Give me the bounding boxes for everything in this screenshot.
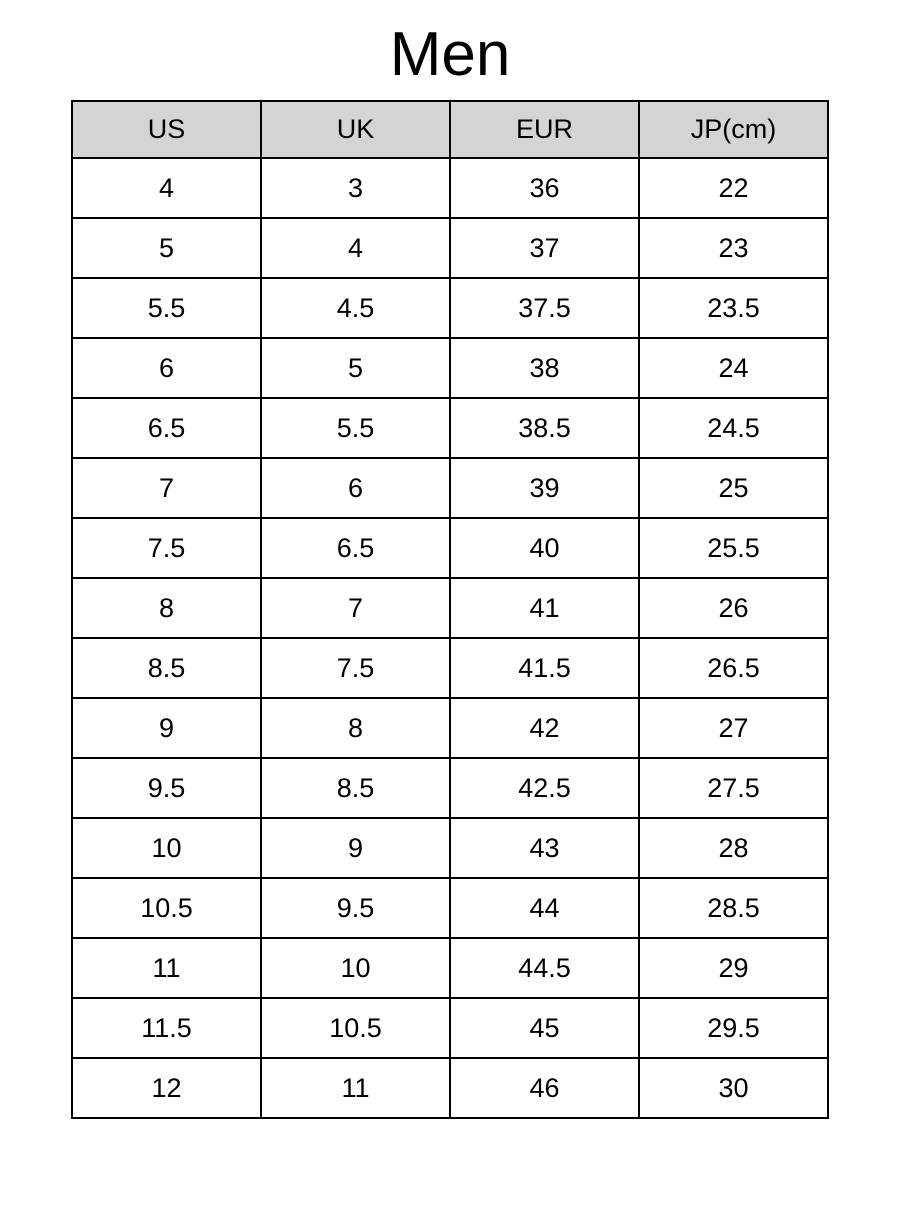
table-cell: 10 bbox=[72, 818, 261, 878]
table-cell: 38.5 bbox=[450, 398, 639, 458]
column-header-uk: UK bbox=[261, 101, 450, 158]
table-cell: 6 bbox=[72, 338, 261, 398]
table-cell: 6 bbox=[261, 458, 450, 518]
table-row bbox=[72, 398, 828, 458]
page-title: Men bbox=[389, 20, 511, 89]
table-cell: 5.5 bbox=[72, 278, 261, 338]
table-cell: 28.5 bbox=[639, 878, 828, 938]
table-cell: 22 bbox=[639, 158, 828, 218]
table-cell: 26.5 bbox=[639, 638, 828, 698]
table-cell: 4 bbox=[261, 218, 450, 278]
table-row bbox=[72, 998, 828, 1058]
table-cell: 4.5 bbox=[261, 278, 450, 338]
table-cell: 24 bbox=[639, 338, 828, 398]
table-cell: 10.5 bbox=[261, 998, 450, 1058]
table-cell: 5 bbox=[72, 218, 261, 278]
header-row bbox=[72, 101, 828, 158]
table-cell: 43 bbox=[450, 818, 639, 878]
table-cell: 29.5 bbox=[639, 998, 828, 1058]
table-row bbox=[72, 638, 828, 698]
table-cell: 38 bbox=[450, 338, 639, 398]
table-row bbox=[72, 938, 828, 998]
table-cell: 29 bbox=[639, 938, 828, 998]
table-cell: 7 bbox=[72, 458, 261, 518]
table-row bbox=[72, 578, 828, 638]
table-row bbox=[72, 698, 828, 758]
table-row bbox=[72, 818, 828, 878]
table-row bbox=[72, 758, 828, 818]
table-cell: 6.5 bbox=[72, 398, 261, 458]
table-cell: 39 bbox=[450, 458, 639, 518]
table-row bbox=[72, 458, 828, 518]
table-cell: 42.5 bbox=[450, 758, 639, 818]
table-cell: 8 bbox=[72, 578, 261, 638]
table-cell: 7.5 bbox=[72, 518, 261, 578]
table-cell: 23 bbox=[639, 218, 828, 278]
table-header bbox=[72, 101, 828, 158]
table-cell: 11.5 bbox=[72, 998, 261, 1058]
table-cell: 9.5 bbox=[72, 758, 261, 818]
table-cell: 9 bbox=[72, 698, 261, 758]
table-row bbox=[72, 1058, 828, 1118]
table-cell: 3 bbox=[261, 158, 450, 218]
table-cell: 42 bbox=[450, 698, 639, 758]
table-row bbox=[72, 218, 828, 278]
table-cell: 10.5 bbox=[72, 878, 261, 938]
table-row bbox=[72, 518, 828, 578]
column-header-us: US bbox=[72, 101, 261, 158]
table-cell: 8 bbox=[261, 698, 450, 758]
table-cell: 46 bbox=[450, 1058, 639, 1118]
table-row bbox=[72, 338, 828, 398]
table-cell: 9 bbox=[261, 818, 450, 878]
table-row bbox=[72, 278, 828, 338]
table-cell: 6.5 bbox=[261, 518, 450, 578]
table-cell: 12 bbox=[72, 1058, 261, 1118]
table-cell: 23.5 bbox=[639, 278, 828, 338]
table-cell: 44 bbox=[450, 878, 639, 938]
table-cell: 8.5 bbox=[72, 638, 261, 698]
table-cell: 11 bbox=[72, 938, 261, 998]
column-header-jp: JP(cm) bbox=[639, 101, 828, 158]
table-cell: 5 bbox=[261, 338, 450, 398]
table-cell: 41 bbox=[450, 578, 639, 638]
table-cell: 27.5 bbox=[639, 758, 828, 818]
table-cell: 40 bbox=[450, 518, 639, 578]
table-cell: 7 bbox=[261, 578, 450, 638]
column-header-eur: EUR bbox=[450, 101, 639, 158]
table-cell: 25.5 bbox=[639, 518, 828, 578]
table-cell: 45 bbox=[450, 998, 639, 1058]
table-cell: 4 bbox=[72, 158, 261, 218]
table-cell: 36 bbox=[450, 158, 639, 218]
table-body bbox=[72, 158, 828, 1118]
table-cell: 11 bbox=[261, 1058, 450, 1118]
table-row bbox=[72, 878, 828, 938]
table-row bbox=[72, 158, 828, 218]
table-cell: 25 bbox=[639, 458, 828, 518]
table-cell: 8.5 bbox=[261, 758, 450, 818]
table-cell: 9.5 bbox=[261, 878, 450, 938]
table-cell: 37.5 bbox=[450, 278, 639, 338]
table-cell: 10 bbox=[261, 938, 450, 998]
size-conversion-table bbox=[71, 100, 829, 1119]
table-cell: 28 bbox=[639, 818, 828, 878]
table-cell: 7.5 bbox=[261, 638, 450, 698]
table-cell: 24.5 bbox=[639, 398, 828, 458]
table-cell: 5.5 bbox=[261, 398, 450, 458]
table-cell: 41.5 bbox=[450, 638, 639, 698]
table-cell: 26 bbox=[639, 578, 828, 638]
table-cell: 44.5 bbox=[450, 938, 639, 998]
table-cell: 37 bbox=[450, 218, 639, 278]
table-cell: 30 bbox=[639, 1058, 828, 1118]
table-cell: 27 bbox=[639, 698, 828, 758]
